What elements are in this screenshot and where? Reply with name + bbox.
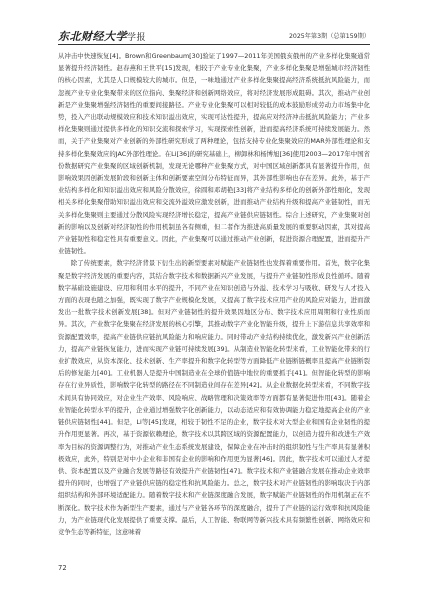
paragraph-1: 从冲击中快速恢复[4]。Brown和Greenbaum[30]验证了1997—2011年美国俄亥俄州的产业多样化集聚通常显著提升经济韧性。赵春燕和王世平[15]发现，相较于产业专业化集聚，产业多样化集聚是增强城市经济韧性的核心因素，尤其是人口规模较大的城市。但是，一味地通过产业多样化集聚提高经济系统抵抗风险能力，而忽视产业专业化集聚带来的区位指向、集聚经济和创新网络效应，将对经济发展形成阻碍。其次，推动产业创新是产业集聚增强经济韧性的重要间接路径。产业专业化集聚可以相对较低的成本鼓励形成劳动力市场集中化势，投入产出联动规模效应和技术知识溢出效应，实现可达性提升，提高应对经济冲击抵抗风险能力；产业多样化集聚则通过提供多样化的知识交流和探索学习，实现探索性创新，进而提高经济系统可持续发展能力。然而，关于产业集聚对产业创新的外部性研究形成了两种理论，包括支持专业化集聚效应的MAR外部性理论和支持多样化集聚效应的JAC外部性理论。在Li[36]的研究基础上，柳卸林和杨博旭[36]使用2003—2017年中国省份数据研究产业集聚的区域创新机制，发现无论哪种产业集聚方式，对中国区域创新都具有显著提升作用，但影响效果因创新发展阶段和创新主体和创新要素空间分布特征而异，其外部性影响也存在差异。此外，基于产业结构多样化和知识溢出效应和风险分散效应，徐圆和邓胡艳[33]将产业结构多样化的创新外部性细化，发现相关多样化集聚借助知识溢出效应和交流外溢效应激发创新，进而推动产业结构升级和提高产业链韧性，而无关多样化集聚则主要通过分散风险实现经济增长稳定，提高产业链供应链韧性。综合上述研究，产业集聚对创新的影响以及创新对经济韧性的作用机制虽各有侧重，但二者作为推进高质量发展的重要驱动因素，其对提高产业链韧性和稳定性具有重要意义。因此，产业集聚可以通过推动产业创新，促进资源合理配置，进而提升产业链韧性。 — [58, 52, 370, 256]
journal-logo — [58, 28, 146, 44]
paragraph-2: 除了传统要素，数字经济背景下衍生出的新型要素对赋能产业链韧性也发挥着重要作用。首先，数字化集聚是数字经济发展的重要内容，其结合数字技术和数据新兴产业发展，与提升产业链韧性形成良性循环。随着数字基础设施建设、应用和利用水平的提升，不同产业在知识创造与外溢、技术学习与吸收、研发与人才投入方面的表现也随之加强，既实现了数字产业规模化发展，又提高了数字技术应用产业的风险应对能力，进而激发出一批数字技术创新发展[38]。但对产业链韧性的提升效果因地区分布、数字技术应用周期和行业性质而异。其次，产业数字化集聚在经济发展的核心引擎，其推动数字产业化智能升级，提升上下游信息共享效率和资源配置效率，提高产业链供应链抗风险能力和响应能力。同时带动产业结构持续优化，激发新兴产业创新活力，提高产业链恢复能力，进而实现产业链可持续发展[39]。从制造业智能化转型来看，工业智能化带来的行业扩散效应，从资本深化、技术创新、生产率提升和数字化转型等方面降低产业链断链概率且提高产业链断裂后的修复能力[40]。工业机器人是提升中国制造业在全球价值链中地位的重要抓手[41]。但智能化转型的影响存在行业异质性，影响数字化转型的路径在不同制造业间存在差异[42]。从企业数据化转型来看，不同数字技术间具有协同效应，对企业生产效率、风险响应、战略管理和决策效率等方面都有显著促进作用[43]。随着企业智能化转型水平的提升，企业通过增强数字化创新能力，以动态适应和有效协调能力稳定地提高企业的产业链供应链韧性[44]。但是，Li等[45]发现，相较于韧性不足的企业，数字技术对大型企业和国有企业韧性的提升作用更显著。再次，基于资源依赖理论，数字技术以其跨区域的资源配置能力，以创造力提升和改进生产效率为目标的资源调整行为，对推动产业生态系统发展建设，保障企业在冲击时的组织韧性与生产率具有显著积极效应，此外，特别是对中小企业和非国有企业的影响和作用更为显著[46]。因此，数字技术可以通过人才提供、资本配置以及产业融合发展等路径有效提升产业链韧性[47]。数字技术和产业链融合发展在推动企业效率提升的同时，也增强了产业链供应链的稳定性和抗风险能力。总之，数字技术对产业链韧性的影响取决于内部组织结构和外部环境适配能力。随着数字技术和产业链深度融合发展，数字赋能产业链韧性的作用机制正在不断深化。数字技术作为新型生产要素，通过与产业链各环节的深度融合，提升了产业链的运行效率和抗风险能力，为产业链现代化发展提供了重要支撑。最后，人工智能、物联网等新兴技术具有频繁性创新、网络效应和竞争生态等新特征，这意味着 — [58, 259, 370, 536]
journal-title: 东北财经大学 — [58, 30, 127, 43]
journal-title-suffix: 学报 — [127, 33, 147, 43]
issue-info: 2025年第3期（总第159期） — [289, 33, 370, 40]
article-body — [58, 50, 370, 538]
header-divider — [58, 44, 370, 45]
page-number: 72 — [58, 564, 67, 572]
page-header — [58, 28, 370, 44]
